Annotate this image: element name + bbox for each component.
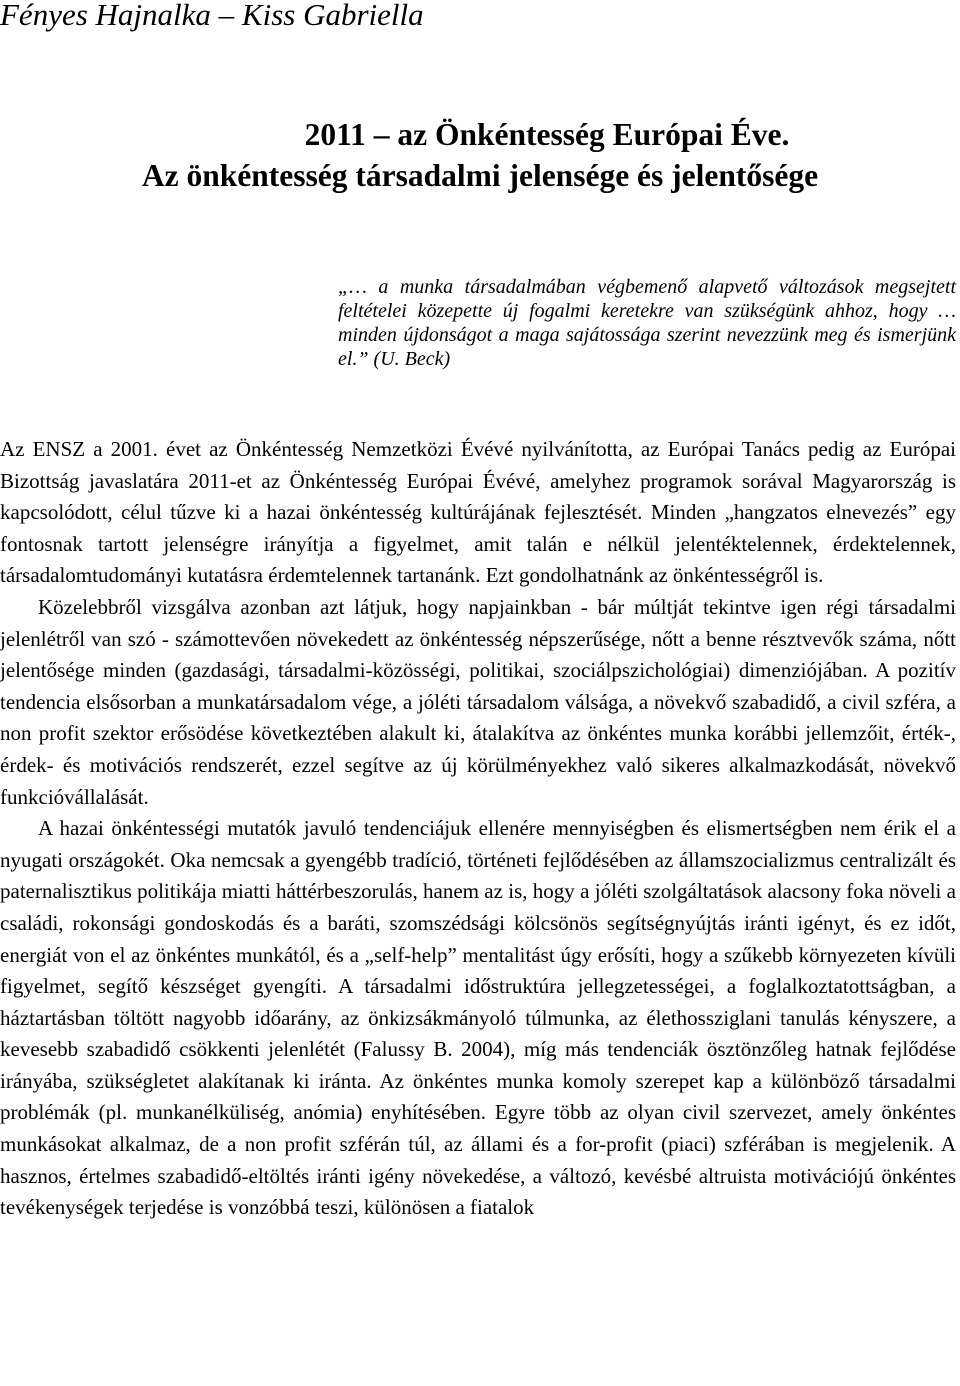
title-line-1: 2011 – az Önkéntesség Európai Éve. bbox=[304, 117, 790, 152]
author-line: Fényes Hajnalka – Kiss Gabriella bbox=[0, 0, 424, 32]
title-line-2: Az önkéntesség társadalmi jelensége és jelentősége bbox=[141, 158, 819, 193]
paragraph-2: Közelebbről vizsgálva azonban azt látjuk, hogy napjainkban - bár múltját tekintve igen régi társadalmi jelenlétről van szó - számottevően növekedett az önkéntesség népszerűsége, nőtt a benne résztvevők száma, nőtt jelentősége minden (gazdasági, társadalmi-közösségi, politikai, szociálpszichológiai) dimenziójában. A pozitív tendencia elsősorban a munkatársadalom vége, a jóléti társadalom válsága, a növekvő szabadidő, a civil szféra, a non profit szektor erősödése következtében alakult ki, átalakítva az önkéntes munka korábbi jellemzőit, érték-, érdek- és motivációs rendszerét, ezzel segítve az új körülményekhez való sikeres alkalmazkodását, növekvő funkcióvállalását. bbox=[0, 594, 956, 809]
epigraph-quote: „… a munka társadalmában végbemenő alapvető változások megsejtett feltételei közepette új fogalmi keretekre van szükségünk ahhoz, hogy … minden újdonságot a maga sajátossága szerint nevezzünk meg és ismerjünk el.” (U. Beck) bbox=[338, 276, 956, 370]
paragraph-3: A hazai önkéntességi mutatók javuló tendenciájuk ellenére mennyiségben és elismertségben nem érik el a nyugati országokét. Oka nemcsak a gyengébb tradíció, történeti fejlődésében az államszocializmus centralizált és paternalisztikus politikája miatti háttérbeszorulás, hanem az is, hogy a jóléti szolgáltatások alacsony foka növeli a családi, rokonsági gondoskodás és a baráti, szomszédsági kölcsönös segítségnyújtás iránti igényt, és ez időt, energiát von el az önkéntes munkától, és a „self-help” mentalitást úgy erősíti, hogy a szűkebb környezeten kívüli figyelmet, segítő készséget gyengíti. A társadalmi időstruktúra jellegzetességei, a foglalkoztatottságban, a háztartásban töltött nagyobb időarány, az önkizsákmányoló túlmunka, az élethossziglani tanulás kényszere, a kevesebb szabadidő csökkenti jelenlétét (Falussy B. 2004), míg más tendenciák ösztönzőleg hatnak fejlődése irányába, szükségletet alakítanak ki iránta. Az önkéntes munka komoly szerepet kap a különböző társadalmi problémák (pl. munkanélküliség, anómia) enyhítésében. Egyre több az olyan civil szervezet, amely önkéntes munkásokat alkalmaz, de a non profit szférán túl, az állami és a for-profit (piaci) szférában is megjelenik. A hasznos, értelmes szabadidő-eltöltés iránti igény növekedése, a változó, kevésbé altruista motivációjú önkéntes tevékenységek terjedése is vonzóbbá teszi, különösen a fiatalok bbox=[0, 816, 956, 1220]
article-title bbox=[0, 114, 960, 196]
paragraph-1: Az ENSZ a 2001. évet az Önkéntesség Nemzetközi Évévé nyilvánította, az Európai Tanács pedig az Európai Bizottság javaslatára 2011-et az Önkéntesség Európai Évévé, amelyhez programok sorával Magyarország is kapcsolódott, célul tűzve ki a hazai önkéntesség kultúrájának fejlesztését. Minden „hangzatos elnevezés” egy fontosnak tartott jelenségre irányítja a figyelmet, amit talán e nélkül jelentéktelennek, érdektelennek, társadalomtudományi kutatásra érdemtelennek tartanánk. Ezt gondolhatnánk az önkéntességről is. bbox=[0, 437, 956, 588]
body-text bbox=[0, 434, 956, 1224]
